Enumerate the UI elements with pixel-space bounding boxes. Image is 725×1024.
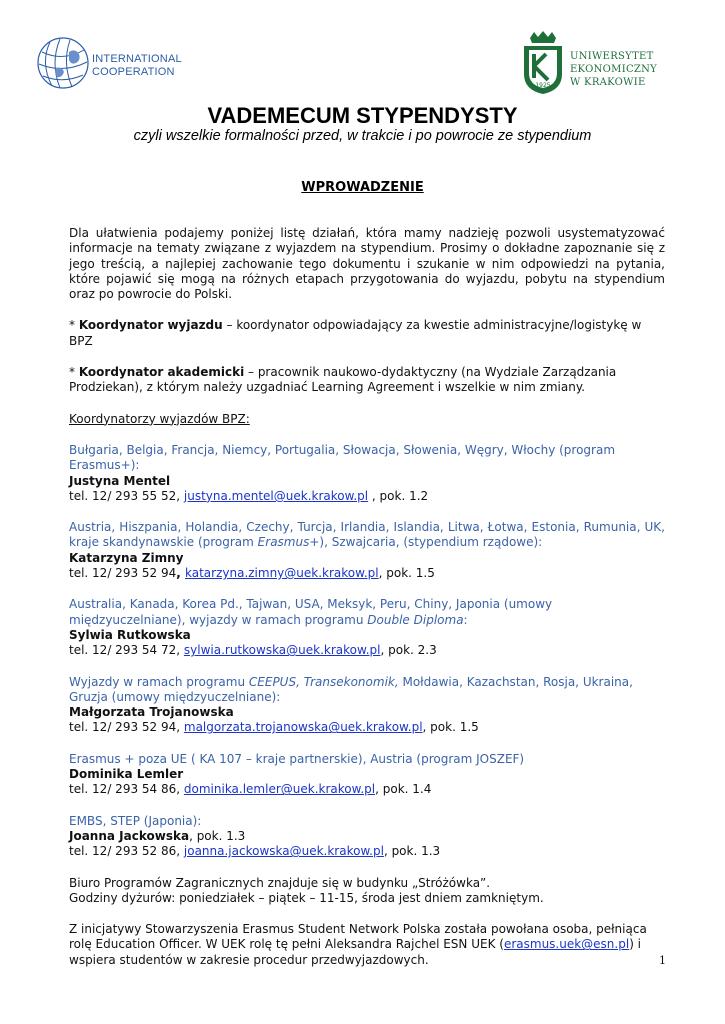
email-link[interactable]: joanna.jackowska@uek.krakow.pl bbox=[183, 844, 384, 859]
intro-paragraph: Dla ułatwienia podajemy poniżej listę działań, która mamy nadzieję pozwoli usystematyzować informacje na tematy związane z wyjazdem na stypendium. Prosimy o dokładne zapoznanie się z jego treścią, a najlepiej zachowanie tego dokumentu i szukanie w nim odpowiedzi na pytania, które pojawić się mogą na różnych etapach przygotowania do wyjazdu, pobytu na stypendium oraz po powrocie do Polski. bbox=[69, 226, 665, 302]
coordinator-block bbox=[69, 520, 665, 581]
logo-line-international: INTERNATIONAL bbox=[92, 53, 182, 65]
coordinator-name: Justyna Mentel bbox=[69, 473, 171, 488]
definition-trip-coordinator bbox=[69, 318, 665, 349]
crest-year: 1925 bbox=[535, 82, 551, 89]
page-number: 1 bbox=[659, 954, 666, 967]
coordinator-contact bbox=[69, 720, 665, 735]
phone-text: tel. 12/ 293 52 86, bbox=[69, 844, 184, 859]
phone-text: tel. 12/ 293 55 52, bbox=[69, 488, 184, 503]
room-text: , pok. 1.3 bbox=[383, 844, 441, 859]
uek-logo bbox=[520, 30, 700, 100]
countries-text: ), Szwajcaria, (stypendium rządowe): bbox=[319, 535, 543, 550]
coordinator-countries: EMBS, STEP (Japonia): bbox=[69, 813, 202, 828]
coordinator-block bbox=[69, 752, 665, 798]
uek-crest-icon bbox=[520, 30, 566, 98]
program-name: CEEPUS, Transekonomik, bbox=[248, 674, 399, 689]
room-text: , pok. 2.3 bbox=[380, 643, 437, 658]
email-link[interactable]: justyna.mentel@uek.krakow.pl bbox=[183, 488, 369, 503]
phone-text: tel. 12/ 293 54 72, bbox=[69, 643, 184, 658]
phone-text: tel. 12/ 293 52 94, bbox=[69, 720, 184, 735]
coordinator-block bbox=[69, 675, 665, 736]
coordinator-countries bbox=[69, 597, 665, 628]
esn-paragraph bbox=[69, 922, 665, 968]
email-link[interactable]: malgorzata.trojanowska@uek.krakow.pl bbox=[183, 720, 423, 735]
definition-text: – koordynator odpowiadający za kwestie administracyjne/logistykę w BPZ bbox=[69, 318, 642, 348]
countries-text: Wyjazdy w ramach programu bbox=[69, 674, 249, 689]
document-subtitle: czyli wszelkie formalności przed, w trakcie i po powrocie ze stypendium bbox=[133, 128, 592, 144]
document-title: VADEMECUM STYPENDYSTY bbox=[207, 103, 518, 128]
bullet-star: * bbox=[69, 365, 79, 380]
coordinator-name: Sylwia Rutkowska bbox=[69, 627, 191, 642]
coordinator-contact bbox=[69, 489, 665, 504]
logo-line-w-krakowie: W KRAKOWIE bbox=[570, 77, 646, 88]
coordinator-countries: Erasmus + poza UE ( KA 107 – kraje partnerskie), Austria (program JOSZEF) bbox=[69, 751, 525, 766]
countries-text: Australia, Kanada, Korea Pd., Tajwan, USA, Meksyk, Peru, Chiny, Japonia (umowy międzyuczelniane), wyjazdy w ramach programu bbox=[69, 597, 553, 627]
program-name: Erasmus+ bbox=[257, 535, 320, 550]
bullet-star: * bbox=[69, 318, 79, 333]
logo-line-cooperation: COOPERATION bbox=[92, 66, 175, 78]
room-text: , pok. 1.5 bbox=[378, 566, 435, 581]
separator: , bbox=[176, 566, 185, 581]
coordinator-countries: Bułgaria, Belgia, Francja, Niemcy, Portugalia, Słowacja, Słowenia, Węgry, Włochy (program Erasmus+): bbox=[69, 442, 616, 473]
room-text: , pok. 1.4 bbox=[375, 782, 432, 797]
countries-text: : bbox=[463, 612, 468, 627]
coordinator-block bbox=[69, 443, 665, 504]
coordinators-heading: Koordynatorzy wyjazdów BPZ: bbox=[69, 411, 250, 426]
room-text: , pok. 1.5 bbox=[422, 720, 479, 735]
coordinator-countries bbox=[69, 520, 665, 551]
term: Koordynator akademicki bbox=[78, 365, 245, 380]
room-text: , pok. 1.3 bbox=[189, 828, 246, 843]
coordinator-contact bbox=[69, 566, 665, 581]
definition-text: – pracownik naukowo-dydaktyczny (na Wydziale Zarządzania Prodziekan), z którym należy uzgadniać Learning Agreement i wszelkie w nim zmiany. bbox=[69, 365, 617, 395]
esn-email-link[interactable]: erasmus.uek@esn.pl bbox=[503, 937, 630, 952]
international-cooperation-logo bbox=[36, 32, 196, 94]
document-body bbox=[69, 226, 665, 968]
countries-text: Mołdawia, Kazachstan, Rosja, Ukraina, Gruzja (umowy międzyuczelniane): bbox=[69, 674, 633, 704]
coordinator-contact bbox=[69, 844, 665, 859]
esn-text: ) i wspiera studentów w zakresie procedur przedwyjazdowych. bbox=[69, 937, 642, 967]
email-link[interactable]: katarzyna.zimny@uek.krakow.pl bbox=[185, 566, 379, 581]
section-heading: WPROWADZENIE bbox=[301, 180, 424, 195]
coordinator-block bbox=[69, 814, 665, 860]
coordinator-name: Katarzyna Zimny bbox=[69, 550, 184, 565]
coordinator-countries bbox=[69, 675, 665, 706]
phone-text: tel. 12/ 293 54 86, bbox=[69, 782, 184, 797]
coordinator-name: Małgorzata Trojanowska bbox=[69, 705, 234, 720]
office-location: Biuro Programów Zagranicznych znajduje się w budynku „Stróżówka”. bbox=[69, 875, 491, 890]
term: Koordynator wyjazdu bbox=[78, 318, 223, 333]
logo-line-uniwersytet: UNIWERSYTET bbox=[570, 51, 654, 62]
definition-academic-coordinator bbox=[69, 365, 665, 396]
program-name: Double Diploma bbox=[367, 612, 464, 627]
room-text: , pok. 1.2 bbox=[368, 488, 429, 503]
office-info bbox=[69, 876, 665, 907]
coordinator-contact bbox=[69, 643, 665, 658]
coordinator-name: Joanna Jackowska bbox=[69, 828, 190, 843]
email-link[interactable]: sylwia.rutkowska@uek.krakow.pl bbox=[183, 643, 381, 658]
coordinator-block bbox=[69, 597, 665, 658]
globe-icon bbox=[36, 32, 92, 94]
email-link[interactable]: dominika.lemler@uek.krakow.pl bbox=[183, 782, 376, 797]
esn-text: Z inicjatywy Stowarzyszenia Erasmus Student Network Polska została powołana osoba, pełniąca rolę Education Officer. W UEK rolę tę pełni Aleksandra Rajchel ESN UEK ( bbox=[69, 922, 647, 952]
office-hours: Godziny dyżurów: poniedziałek – piątek – 11-15, środa jest dniem zamkniętym. bbox=[69, 890, 544, 905]
coordinator-contact bbox=[69, 782, 665, 797]
countries-text: Austria, Hiszpania, Holandia, Czechy, Turcja, Irlandia, Islandia, Litwa, Łotwa, Estonia, Rumunia, UK, kraje skandynawskie (program bbox=[69, 520, 665, 550]
coordinator-name: Dominika Lemler bbox=[69, 767, 184, 782]
phone-text: tel. 12/ 293 52 94 bbox=[69, 566, 177, 581]
logo-line-ekonomiczny: EKONOMICZNY bbox=[570, 64, 658, 75]
